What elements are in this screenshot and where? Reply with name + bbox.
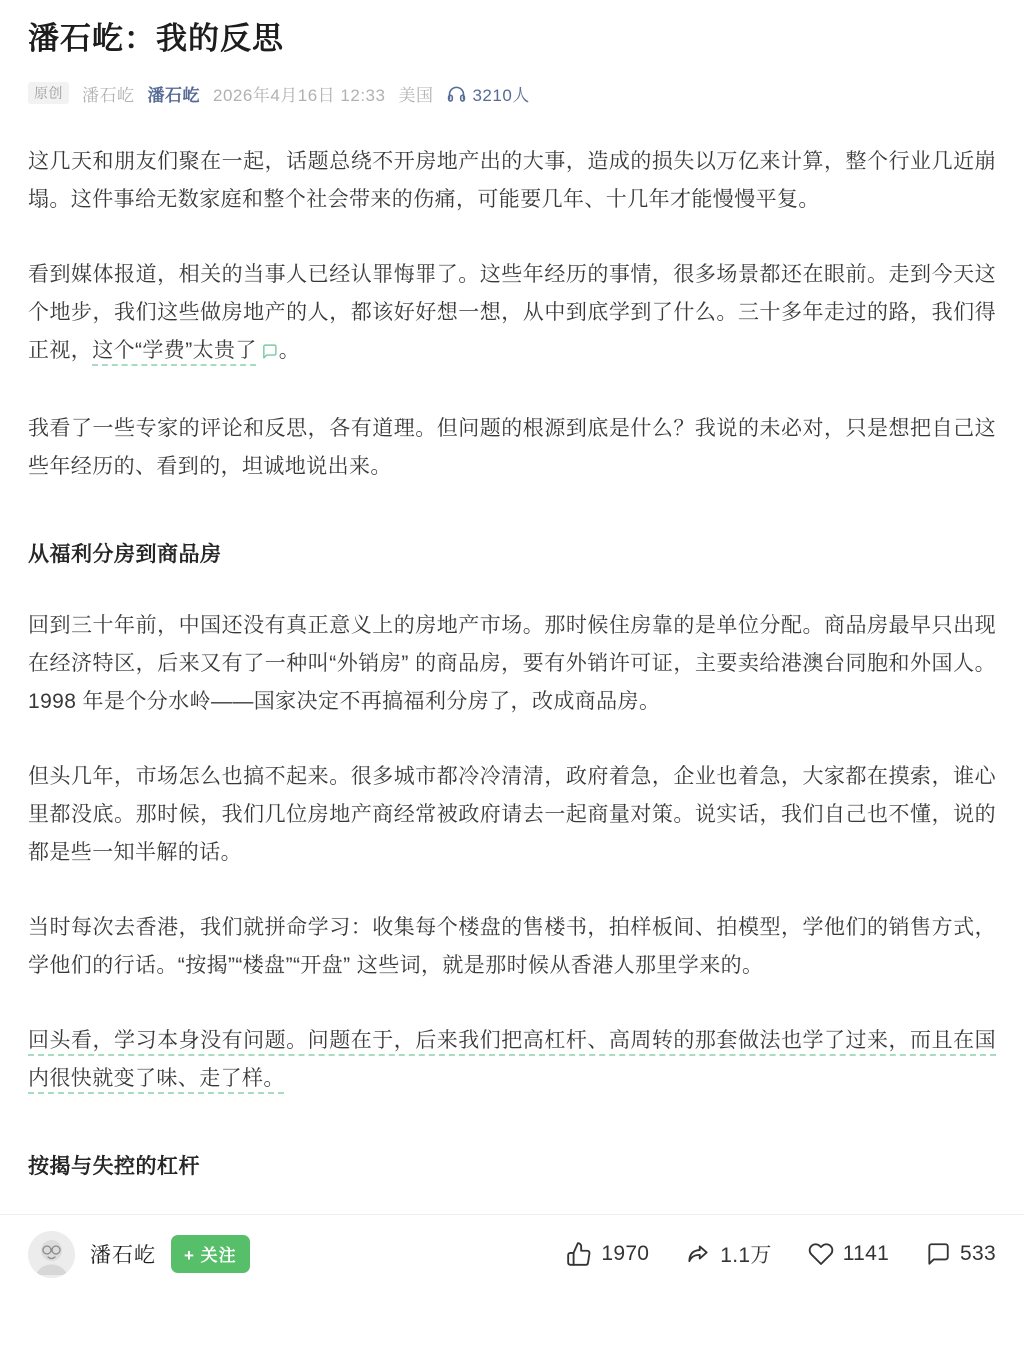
section-heading-1: 从福利分房到商品房 (28, 542, 222, 566)
footer-bar (0, 1215, 1024, 1298)
article-meta (28, 81, 996, 106)
annotation-comment-icon[interactable] (261, 335, 278, 373)
like-count: 1970 (601, 1242, 650, 1266)
thumbs-up-icon (566, 1241, 592, 1267)
highlighted-text[interactable]: 这个“学费”太贵了 (92, 338, 257, 362)
listen-count-label: 3210人 (472, 85, 530, 105)
paragraph-3-text: 我看了一些专家的评论和反思，各有道理。但问题的根源到底是什么？我说的未必对，只是想把自己这些年经历的、看到的，坦诚地说出来。 (28, 416, 996, 478)
paragraph-3 (28, 410, 996, 486)
paragraph-2-text: 看到媒体报道，相关的当事人已经认罪悔罪了。这些年经历的事情，很多场景都还在眼前。走到今天这个地步，我们这些做房地产的人，都该好好想一想，从中到底学到了什么。三十多年走过的路，我们得正视， (28, 262, 996, 362)
paragraph-4-text: 回到三十年前，中国还没有真正意义上的房地产市场。那时候住房靠的是单位分配。商品房最早只出现在经济特区，后来又有了一种叫“外销房” 的商品房，要有外销许可证，主要卖给港澳台同胞和外国人。1998 年是个分水岭——国家决定不再搞福利分房了，改成商品房。 (28, 613, 996, 713)
author-box (28, 1231, 250, 1278)
paragraph-5-text: 但头几年，市场怎么也搞不起来。很多城市都冷冷清清，政府着急，企业也着急，大家都在摸索，谁心里都没底。那时候，我们几位房地产商经常被政府请去一起商量对策。说实话，我们自己也不懂，说的都是些一知半解的话。 (28, 764, 996, 864)
share-count: 1.1万 (720, 1244, 772, 1268)
heart-button[interactable] (808, 1241, 889, 1267)
comment-count: 533 (960, 1242, 996, 1266)
paragraph-4 (28, 607, 996, 721)
listen-count-button[interactable] (446, 81, 529, 106)
author-avatar[interactable] (28, 1231, 75, 1278)
action-bar (566, 1239, 996, 1269)
comment-button[interactable] (925, 1241, 996, 1267)
share-arrow-icon (685, 1241, 711, 1267)
follow-button[interactable]: + 关注 (171, 1235, 250, 1273)
paragraph-1-text: 这几天和朋友们聚在一起，话题总绕不开房地产出的大事，造成的损失以万亿来计算，整个行业几近崩塌。这件事给无数家庭和整个社会带来的伤痛，可能要几年、十几年才能慢慢平复。 (28, 149, 996, 211)
paragraph-6 (28, 909, 996, 985)
paragraph-2-end: 。 (278, 338, 301, 362)
account-link[interactable]: 潘石屹 (147, 85, 200, 105)
publish-datetime: 2026年4月16日 12:33 (213, 85, 386, 105)
section-heading-2: 按揭与失控的杠杆 (28, 1154, 200, 1178)
original-tag: 原创 (28, 82, 69, 104)
paragraph-2 (28, 256, 996, 373)
article-body (28, 143, 996, 1182)
footer-author-name[interactable]: 潘石屹 (90, 1244, 156, 1268)
paragraph-6-text: 当时每次去香港，我们就拼命学习：收集每个楼盘的售楼书，拍样板间、拍模型，学他们的销售方式，学他们的行话。“按揭”“楼盘”“开盘” 这些词，就是那时候从香港人那里学来的。 (28, 915, 996, 977)
highlighted-paragraph[interactable]: 回头看，学习本身没有问题。问题在于，后来我们把高杠杆、高周转的那套做法也学了过来，而且在国内很快就变了味、走了样。 (28, 1028, 996, 1090)
headphones-icon (446, 83, 467, 104)
paragraph-1 (28, 143, 996, 219)
like-button[interactable] (566, 1241, 649, 1267)
author-name: 潘石屹 (82, 85, 135, 105)
page-title: 潘石屹：我的反思 (28, 21, 284, 56)
paragraph-5 (28, 758, 996, 872)
heart-icon (808, 1241, 834, 1267)
location-label: 美国 (398, 85, 434, 105)
paragraph-7 (28, 1022, 996, 1098)
share-button[interactable] (685, 1239, 771, 1269)
heart-count: 1141 (842, 1242, 890, 1266)
comment-bubble-icon (925, 1241, 951, 1267)
